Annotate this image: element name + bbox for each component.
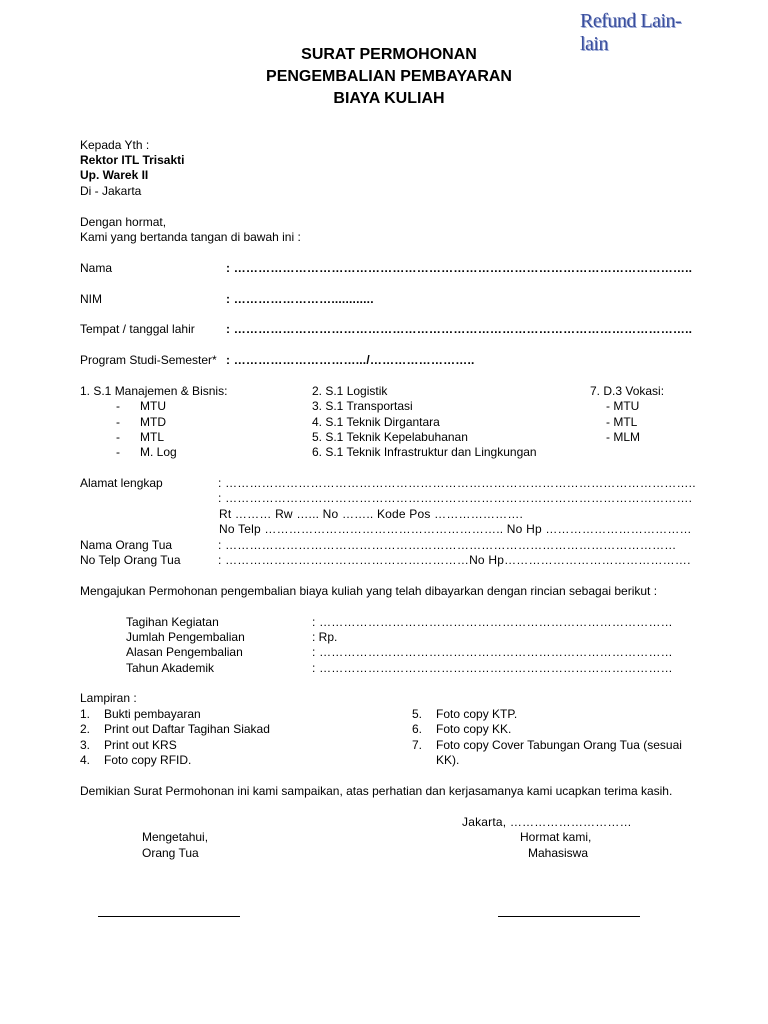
recipient-location: Di - Jakarta (80, 184, 142, 198)
program-col1-item: M. Log (140, 445, 177, 459)
parent-phone-label: No Telp Orang Tua (80, 553, 181, 567)
attachment-num: 4. (80, 753, 91, 767)
detail-label-alasan: Alasan Pengembalian (126, 645, 243, 659)
program-col2-item: 4. S.1 Teknik Dirgantara (312, 415, 440, 429)
closing-statement: Demikian Surat Permohonan ini kami sampaikan, atas perhatian dan kerjasamanya kami ucapkan terima kasih. (80, 784, 673, 798)
signature-line-parent (98, 916, 240, 917)
request-statement: Mengajukan Permohonan pengembalian biaya kuliah yang telah dibayarkan dengan rincian sebagai berikut : (80, 584, 658, 598)
program-col1-dash: - (116, 399, 120, 413)
program-col1-header: 1. S.1 Manajemen & Bisnis: (80, 384, 228, 398)
title-line-1: SURAT PERMOHONAN (301, 46, 477, 63)
address-line-4: No Telp ………………………………………………….. No Hp ……………………………… (219, 522, 692, 536)
detail-label-tahun: Tahun Akademik (126, 661, 215, 675)
address-line-1: : …………………………………………………………………………………………………….. (218, 476, 696, 490)
program-col3-item: - MLM (606, 430, 640, 444)
program-col1-dash: - (116, 430, 120, 444)
program-col1-item: MTU (140, 399, 166, 413)
title-line-3: BIAYA KULIAH (333, 90, 445, 107)
signature-right-line-1: Hormat kami, (520, 830, 592, 844)
program-col3-item: - MTL (606, 415, 638, 429)
field-fill-nim: : ……………………............ (226, 292, 374, 306)
recipient-attention: Up. Warek II (80, 168, 149, 182)
attachment-item: Foto copy KK. (436, 722, 512, 736)
field-label-nim: NIM (80, 292, 102, 306)
signature-right-line-2: Mahasiswa (528, 846, 589, 860)
field-fill-ttl: : ………………………………………………………………………………………………….. (226, 322, 693, 336)
field-label-ttl: Tempat / tanggal lahir (80, 322, 195, 336)
place-date: Jakarta, ………………………… (462, 815, 632, 829)
recipient-greeting: Kepada Yth : (80, 138, 150, 152)
intro-text: Kami yang bertanda tangan di bawah ini : (80, 230, 301, 244)
program-col2-item: 5. S.1 Teknik Kepelabuhanan (312, 430, 468, 444)
attachments-label: Lampiran : (80, 691, 137, 705)
detail-label-tagihan: Tagihan Kegiatan (126, 615, 219, 629)
signature-left-line-2: Orang Tua (142, 846, 199, 860)
program-col1-item: MTL (140, 430, 164, 444)
program-col1-dash: - (116, 415, 120, 429)
salutation: Dengan hormat, (80, 215, 167, 229)
attachment-item-continued: KK). (436, 753, 460, 767)
program-col2-item: 6. S.1 Teknik Infrastruktur dan Lingkungan (312, 445, 537, 459)
attachment-item: Bukti pembayaran (104, 707, 201, 721)
attachment-item: Print out KRS (104, 738, 177, 752)
refund-corner-label: Refund Lain-lain (580, 10, 682, 55)
detail-fill-alasan: : …………………………………………………………………………… (312, 645, 673, 659)
program-col1-dash: - (116, 445, 120, 459)
attachment-num: 2. (80, 722, 91, 736)
title-line-2: PENGEMBALIAN PEMBAYARAN (266, 68, 512, 85)
attachment-item: Foto copy Cover Tabungan Orang Tua (sesuai (436, 738, 682, 752)
attachment-num: 7. (412, 738, 423, 752)
parent-name-fill: : ………………………………………………………………………………………………… (218, 538, 677, 552)
signature-line-student (498, 916, 640, 917)
field-label-nama: Nama (80, 261, 113, 275)
attachment-num: 6. (412, 722, 423, 736)
attachment-num: 5. (412, 707, 423, 721)
parent-name-label: Nama Orang Tua (80, 538, 173, 552)
attachment-item: Foto copy KTP. (436, 707, 518, 721)
address-line-3: Rt ……… Rw …... No …….. Kode Pos …………………. (219, 507, 524, 521)
attachment-item: Foto copy RFID. (104, 753, 192, 767)
parent-phone-fill: : ……………………………………………………No Hp………………………………………. (218, 553, 691, 567)
field-fill-prodi: : ………………………….../…………………….. (226, 353, 475, 367)
detail-fill-tagihan: : …………………………………………………………………………… (312, 615, 673, 629)
address-line-2: : ……………………………………………………………………………………………………. (218, 491, 693, 505)
detail-label-jumlah: Jumlah Pengembalian (126, 630, 245, 644)
signature-left-line-1: Mengetahui, (142, 830, 209, 844)
field-fill-nama: : ………………………………………………………………………………………………….. (226, 261, 693, 275)
detail-fill-jumlah: : Rp. (312, 630, 338, 644)
attachment-num: 1. (80, 707, 91, 721)
address-label: Alamat lengkap (80, 476, 163, 490)
program-col1-item: MTD (140, 415, 166, 429)
field-label-prodi: Program Studi-Semester* (80, 353, 217, 367)
attachment-item: Print out Daftar Tagihan Siakad (104, 722, 270, 736)
program-col3-item: - MTU (606, 399, 640, 413)
detail-fill-tahun: : …………………………………………………………………………… (312, 661, 673, 675)
program-col2-item: 2. S.1 Logistik (312, 384, 388, 398)
recipient-name: Rektor ITL Trisakti (80, 153, 185, 167)
attachment-num: 3. (80, 738, 91, 752)
program-col2-item: 3. S.1 Transportasi (312, 399, 413, 413)
program-col3-header: 7. D.3 Vokasi: (590, 384, 665, 398)
